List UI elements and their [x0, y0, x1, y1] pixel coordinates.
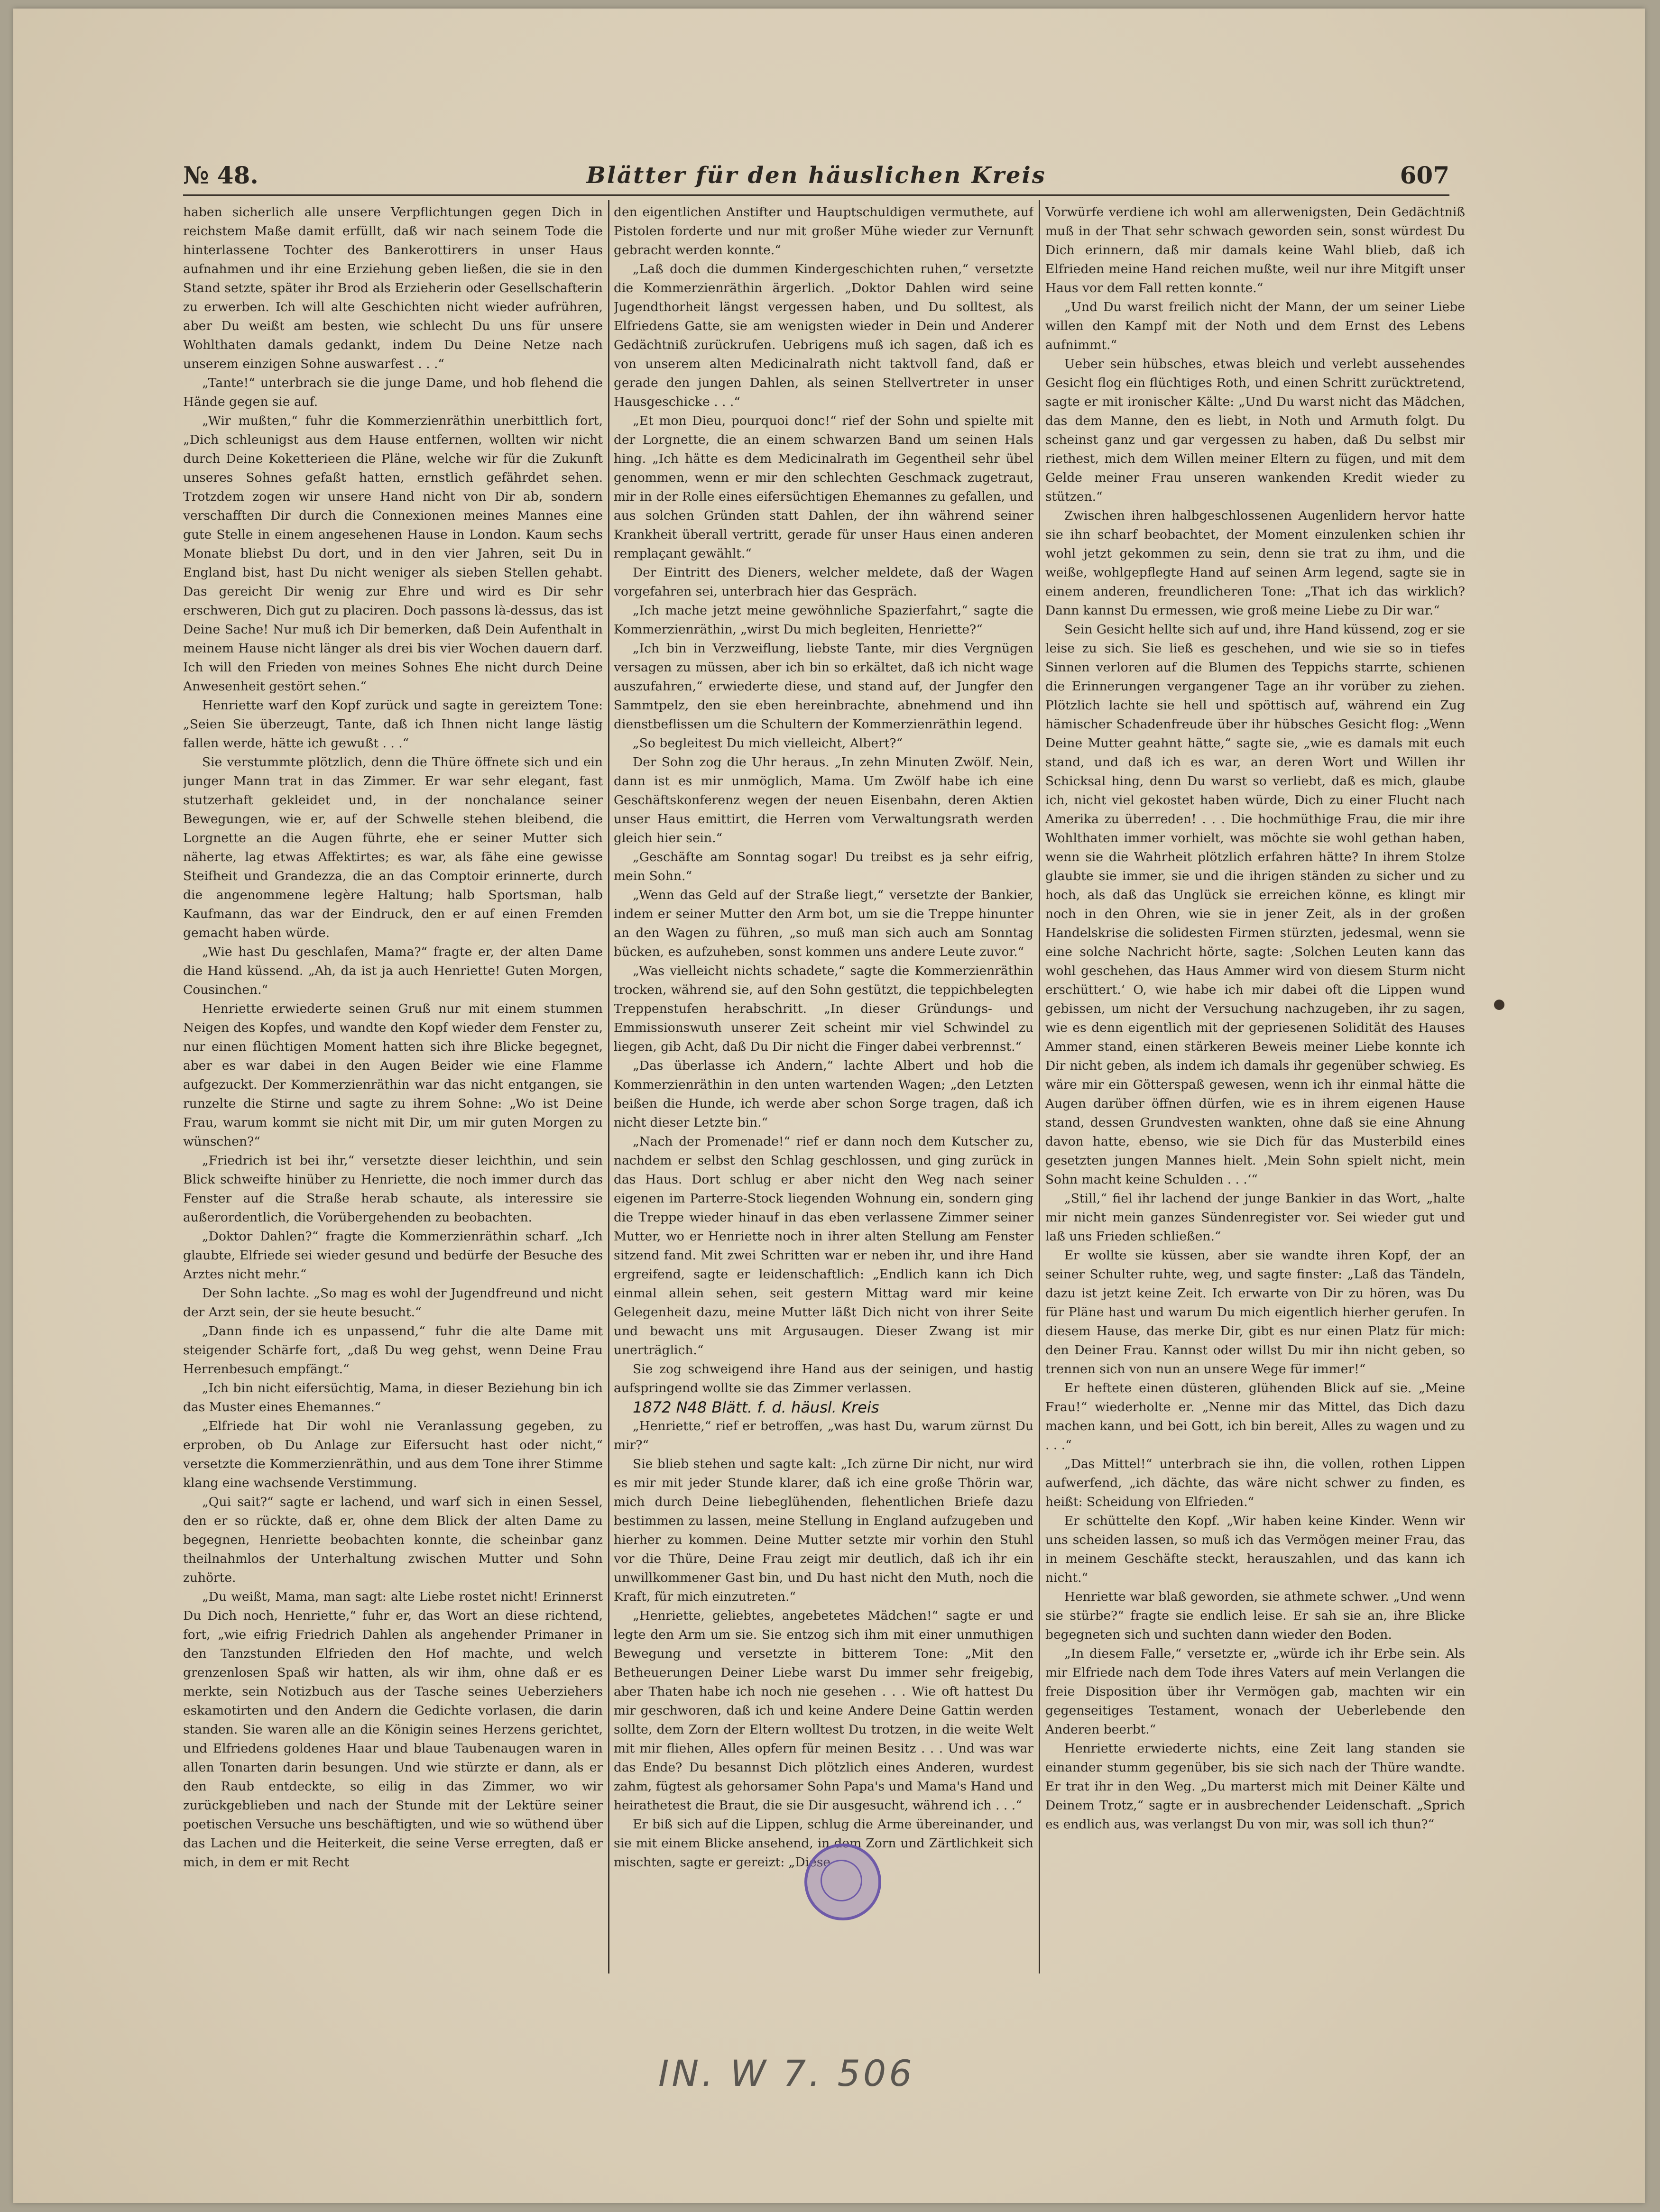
paragraph: Ueber sein hübsches, etwas bleich und verlebt aussehendes Gesicht flog ein flüchtiges Roth, und einen Schritt zurücktretend, sagte er mit ironischer Kälte: „Und Du warst nicht das Mädchen, das dem Manne, den es liebt, in Noth und Armuth folgt. Du scheinst ganz und gar vergessen zu haben, daß Du selbst mir riethest, mich dem Willen meiner Eltern zu fügen, und mit dem Gelde meiner Frau unseren wankenden Kredit wieder zu stützen.“: [1045, 357, 1465, 504]
paragraph: „Nach der Promenade!“ rief er dann noch dem Kutscher zu, nachdem er selbst den Schlag geschlossen, und ging zurück in das Haus. Dort schlug er aber nicht den Weg nach seiner eigenen im Parterre-Stock liegenden Wohnung ein, sondern ging die Treppe wieder hinauf in das eben verlassene Zimmer seiner Mutter, wo er Henriette noch in ihrer alten Stellung am Fenster sitzend fand. Mit zwei Schritten war er neben ihr, und ihre Hand ergreifend, sagte er leidenschaftlich: „Endlich kann ich Dich einmal allein sehen, seit gestern Mittag ward mir keine Gelegenheit dazu, meine Mutter läßt Dich nicht von ihrer Seite und bewacht uns mit Argusaugen. Dieser Zwang ist mir unerträglich.“: [614, 1134, 1033, 1358]
paragraph: „Henriette,“ rief er betroffen, „was hast Du, warum zürnst Du mir?“: [614, 1419, 1033, 1452]
paragraph: „Still,“ fiel ihr lachend der junge Bankier in das Wort, „halte mir nicht mein ganzes Sündenregister vor. Sei wieder gut und laß uns Frieden schließen.“: [1045, 1191, 1465, 1244]
paragraph: Sein Gesicht hellte sich auf und, ihre Hand küssend, zog er sie leise zu sich. Sie ließ es geschehen, und wie sie so in tiefes Sinnen verloren auf die Blumen des Teppichs starrte, schienen die Erinnerungen vergangener Tage an ihr vorüber zu ziehen. Plötzlich lachte sie hell und spöttisch auf, während ein Zug hämischer Schadenfreude über ihr hübsches Gesicht flog: „Wenn Deine Mutter geahnt hätte,“ sagte sie, „wie es damals mit euch stand, und daß ich es war, an deren Wort und Willen ihr Schicksal hing, denn Du warst so verliebt, daß es mich, glaube ich, nicht viel gekostet haben würde, Dich zu einer Flucht nach Amerika zu überreden! . . . Die hochmüthige Frau, die mir ihre Wohlthaten immer vorhielt, was möchte sie wohl gethan haben, wenn sie die Wahrheit plötzlich erfahren hätte? In ihrem Stolze glaubte sie immer, sie und die ihrigen ständen zu sicher und zu hoch, als daß das Unglück sie erreichen könne, es klingt mir noch in den Ohren, wie sie in jener Zeit, als in der großen Handelskrise die solidesten Firmen stürzten, jedesmal, wenn sie eine solche Nachricht hörte, sagte: ‚Solchen Leuten kann das wohl geschehen, das Haus Ammer wird von diesem Sturm nicht erschüttert.‘ O, wie habe ich mir dabei oft die Lippen wund gebissen, um nicht der Versuchung nachzugeben, ihr zu sagen, wie es denn eigentlich mit der gepriesenen Solidität des Hauses Ammer stand, einen stärkeren Beweis meiner Liebe konnte ich Dir nicht geben, als indem ich damals ihr gegenüber schwieg. Es wäre mir ein Götterspaß gewesen, wenn ich ihr einmal hätte die Augen darüber öffnen dürfen, wie es in ihrem eigenen Hause stand, dessen Grundvesten wankten, ohne daß sie eine Ahnung davon hatte, ebenso, wie sie Dich für das Musterbild eines gesetzten jungen Mannes hielt. ‚Mein Sohn spielt nicht, mein Sohn macht keine Schulden . . .‘“: [1045, 622, 1465, 1187]
paragraph: „Henriette, geliebtes, angebetetes Mädchen!“ sagte er und legte den Arm um sie. Sie entzog sich ihm mit einer unmuthigen Bewegung und versetzte in bitterem Tone: „Mit den Betheuerungen Deiner Liebe warst Du immer sehr freigebig, aber Thaten habe ich noch nie gesehen . . . Wie oft hattest Du mir geschworen, daß ich und keine Andere Deine Gattin werden sollte, dem Zorn der Eltern wolltest Du trotzen, in die weite Welt mit mir fliehen, Alles opfern für meinen Besitz . . . Und was war das Ende? Du besannst Dich plötzlich eines Anderen, wurdest zahm, fügtest als gehorsamer Sohn Papa's und Mama's Hand und heirathetest die Braut, die sie Dir ausgesucht, während ich . . .“: [614, 1608, 1033, 1813]
paragraph: „Das überlasse ich Andern,“ lachte Albert und hob die Kommerzienräthin in den unten wartenden Wagen; „den Letzten beißen die Hunde, ich werde aber schon Sorge tragen, daß ich nicht dieser Letzte bin.“: [614, 1058, 1033, 1130]
paragraph: „Ich bin nicht eifersüchtig, Mama, in dieser Beziehung bin ich das Muster eines Ehemannes.“: [183, 1381, 603, 1414]
paragraph: „Ich bin in Verzweiflung, liebste Tante, mir dies Vergnügen versagen zu müssen, aber ich bin so erkältet, daß ich nicht wage auszufahren,“ erwiederte diese, und stand auf, der Jungfer den Sammtpelz, den sie eben hereinbrachte, abnehmend und ihn dienstbeflissen um die Schultern der Kommerzienräthin legend.: [614, 641, 1033, 732]
page-header: [183, 161, 1449, 190]
paragraph: Sie blieb stehen und sagte kalt: „Ich zürne Dir nicht, nur wird es mir mit jeder Stunde klarer, daß ich eine große Thörin war, mich durch Deine liebeglühenden, flehentlichen Briefe dazu bestimmen zu lassen, meine Stellung in England aufzugeben und hierher zu kommen. Deine Mutter setzte mir vorhin den Stuhl vor die Thüre, Deine Frau zeigt mir deutlich, daß ich ihr ein unwillkommener Gast bin, und Du hast nicht den Muth, noch die Kraft, für mich einzutreten.“: [614, 1457, 1033, 1604]
paragraph: „Und Du warst freilich nicht der Mann, der um seiner Liebe willen den Kampf mit der Noth und dem Ernst des Lebens aufnimmt.“: [1045, 300, 1465, 352]
paragraph: „Et mon Dieu, pourquoi donc!“ rief der Sohn und spielte mit der Lorgnette, die an einem schwarzen Band um seinen Hals hing. „Ich hätte es dem Medicinalrath im Gegentheil sehr übel genommen, wenn er mir den schlechten Geschmack zugetraut, mir in der Rolle eines eifersüchtigen Ehemannes zu gefallen, und aus solchen Gründen statt Dahlen, der ihn während seiner Krankheit überall vertritt, gerade für unser Haus einen anderen remplaçant gewählt.“: [614, 413, 1033, 561]
paragraph: „Dann finde ich es unpassend,“ fuhr die alte Dame mit steigender Schärfe fort, „daß Du weg gehst, wenn Deine Frau Herrenbesuch empfängt.“: [183, 1324, 603, 1377]
ink-spot: [1494, 1000, 1504, 1010]
paragraph: „So begleitest Du mich vielleicht, Albert?“: [633, 736, 903, 751]
paragraph: „Qui sait?“ sagte er lachend, und warf sich in einen Sessel, den er so rückte, daß er, ohne dem Blick der alten Dame zu begegnen, Henriette beobachten konnte, die scheinbar ganz theilnahmlos der Unterhaltung zwischen Mutter und Sohn zuhörte.: [183, 1495, 603, 1585]
paragraph: „Was vielleicht nichts schadete,“ sagte die Kommerzienräthin trocken, während sie, auf den Sohn gestützt, die teppichbelegten Treppenstufen herabschritt. „In dieser Gründungs- und Emmissionswuth unserer Zeit scheint mir viel Schwindel zu liegen, gib Acht, daß Du Dir nicht die Finger dabei verbrennst.“: [614, 964, 1033, 1054]
paragraph: „Das Mittel!“ unterbrach sie ihn, die vollen, rothen Lippen aufwerfend, „ich dächte, das wäre nicht schwer zu finden, es heißt: Scheidung von Elfrieden.“: [1045, 1457, 1465, 1509]
paragraph: Er biß sich auf die Lippen, schlug die Arme übereinander, und sie mit einem Blicke ansehend, in dem Zorn und Zärtlichkeit sich mischten, sagte er gereizt: „Diese: [614, 1817, 1033, 1870]
handwritten-note: 1872 N48 Blätt. f. d. häusl. Kreis: [633, 1398, 879, 1416]
paragraph: „Friedrich ist bei ihr,“ versetzte dieser leichthin, und sein Blick schweifte hinüber zu Henriette, die noch immer durch das Fenster auf die Straße herab schaute, als interessire sie außerordentlich, die Vorübergehenden zu beobachten.: [183, 1153, 603, 1225]
paragraph: Henriette warf den Kopf zurück und sagte in gereiztem Tone: „Seien Sie überzeugt, Tante, daß ich Ihnen nicht lange lästig fallen werde, hätte ich gewußt . . .“: [183, 698, 603, 751]
shelfmark-annotation: IN. W 7. 506: [658, 2052, 915, 2094]
column-divider: [608, 200, 609, 1973]
paragraph: Henriette erwiederte seinen Gruß nur mit einem stummen Neigen des Kopfes, und wandte den Kopf wieder dem Fenster zu, nur einen flüchtigen Moment hatten sich ihre Blicke begegnet, aber es war dabei in den Augen Beider wie eine Flamme aufgezuckt. Der Kommerzienräthin war das nicht entgangen, sie runzelte die Stirne und sagte zu ihrem Sohne: „Wo ist Deine Frau, warum kommt sie nicht mit Dir, um mir guten Morgen zu wünschen?“: [183, 1001, 603, 1149]
paragraph: „In diesem Falle,“ versetzte er, „würde ich ihr Erbe sein. Als mir Elfriede nach dem Tode ihres Vaters auf mein Verlangen die freie Disposition über ihr Vermögen gab, machten wir ein gegenseitiges Testament, wonach der Ueberlebende den Anderen beerbt.“: [1045, 1646, 1465, 1737]
header-rule: [183, 194, 1449, 196]
paragraph: Er wollte sie küssen, aber sie wandte ihren Kopf, der an seiner Schulter ruhte, weg, und sagte finster: „Laß das Tändeln, dazu ist jetzt keine Zeit. Ich erwarte von Dir zu hören, was Du für Pläne hast und warum Du mich eigentlich hierher gerufen. In diesem Hause, das merke Dir, gibt es nur einen Platz für mich: den Deiner Frau. Kannst oder willst Du mir ihn nicht geben, so trennen sich von nun an unsere Wege für immer!“: [1045, 1248, 1465, 1377]
library-stamp: [804, 1844, 881, 1920]
paragraph: „Elfriede hat Dir wohl nie Veranlassung gegeben, zu erproben, ob Du Anlage zur Eifersucht hast oder nicht,“ versetzte die Kommerzienräthin, und aus dem Tone ihrer Stimme klang eine wachsende Verstimmung.: [183, 1419, 603, 1490]
newspaper-page: [13, 9, 1645, 2203]
paragraph: den eigentlichen Anstifter und Hauptschuldigen vermuthete, auf Pistolen forderte und nur mit großer Mühe wieder zur Vernunft gebracht werden konnte.“: [614, 205, 1033, 257]
text-column-3: [1045, 203, 1465, 1981]
paragraph: haben sicherlich alle unsere Verpflichtungen gegen Dich in reichstem Maße damit erfüllt, daß wir nach seinem Tode die hinterlassene Tochter des Bankerottirers in unser Haus aufnahmen und ihr eine Erziehung geben ließen, die sie in den Stand setzte, später ihr Brod als Erzieherin oder Gesellschafterin zu erwerben. Ich will alte Geschichten nicht wieder aufrühren, aber Du weißt am besten, wie schlecht Du uns für unsere Wohlthaten damals gedankt, indem Du Deine Netze nach unserem einzigen Sohne auswarfest . . .“: [183, 205, 603, 371]
paragraph: „Wie hast Du geschlafen, Mama?“ fragte er, der alten Dame die Hand küssend. „Ah, da ist ja auch Henriette! Guten Morgen, Cousinchen.“: [183, 945, 603, 997]
text-column-2: [614, 203, 1033, 1981]
issue-number: № 48.: [183, 161, 258, 189]
text-column-1: [183, 203, 603, 1981]
paragraph: „Wenn das Geld auf der Straße liegt,“ versetzte der Bankier, indem er seiner Mutter den Arm bot, um sie die Treppe hinunter an den Wagen zu führen, „so muß man sich auch am Sonntag bücken, es aufzuheben, sonst kommen uns andere Leute zuvor.“: [614, 888, 1033, 959]
paragraph: „Wir mußten,“ fuhr die Kommerzienräthin unerbittlich fort, „Dich schleunigst aus dem Hause entfernen, wollten wir nicht durch Deine Koketterieen die Pläne, welche wir für die Zukunft unseres Sohnes gefaßt hatten, ernstlich gefährdet sehen. Trotzdem zogen wir unsere Hand nicht von Dir ab, sondern verschafften Dir durch die Connexionen meines Mannes eine gute Stelle in einem angesehenen Hause in London. Kaum sechs Monate bliebst Du dort, und in den vier Jahren, seit Du in England bist, hast Du nicht weniger als sieben Stellen gehabt. Das gereicht Dir wenig zur Ehre und wird es Dir sehr erschweren, Dich gut zu placiren. Doch passons là-dessus, das ist Deine Sache! Nur muß ich Dir bemerken, daß Dein Aufenthalt in meinem Hause nicht länger als drei bis vier Wochen dauern darf. Ich will den Frieden von meines Sohnes Ehe nicht durch Deine Anwesenheit gestört sehen.“: [183, 413, 603, 694]
paragraph: Sie zog schweigend ihre Hand aus der seinigen, und hastig aufspringend wollte sie das Zimmer verlassen.: [614, 1362, 1033, 1395]
paragraph: Der Sohn zog die Uhr heraus. „In zehn Minuten Zwölf. Nein, dann ist es mir unmöglich, Mama. Um Zwölf habe ich eine Geschäftskonferenz wegen der neuen Eisenbahn, deren Aktien unser Haus emittirt, die Herren vom Verwaltungsrath werden gleich hier sein.“: [614, 755, 1033, 845]
paragraph: „Doktor Dahlen?“ fragte die Kommerzienräthin scharf. „Ich glaubte, Elfriede sei wieder gesund und bedürfe der Besuche des Arztes nicht mehr.“: [183, 1229, 603, 1282]
paragraph: Der Eintritt des Dieners, welcher meldete, daß der Wagen vorgefahren sei, unterbrach hier das Gespräch.: [614, 565, 1033, 599]
paragraph: „Laß doch die dummen Kindergeschichten ruhen,“ versetzte die Kommerzienräthin ärgerlich. „Doktor Dahlen wird seine Jugendthorheit längst vergessen haben, und Du solltest, als Elfriedens Gatte, sie am wenigsten wieder in Dein und Anderer Gedächtniß zurückrufen. Uebrigens muß ich sagen, daß ich es von unserem alten Medicinalrath nicht taktvoll fand, daß er gerade den jungen Dahlen, als seinen Stellvertreter in unser Hausgeschicke . . .“: [614, 262, 1033, 409]
column-divider: [1039, 200, 1040, 1973]
paragraph: „Tante!“ unterbrach sie die junge Dame, und hob flehend die Hände gegen sie auf.: [183, 376, 603, 409]
paragraph: Er schüttelte den Kopf. „Wir haben keine Kinder. Wenn wir uns scheiden lassen, so muß ich das Vermögen meiner Frau, das in meinem Geschäfte steckt, herauszahlen, und das kann ich nicht.“: [1045, 1514, 1465, 1585]
periodical-title: Blätter für den häuslichen Kreis: [586, 162, 1046, 189]
paragraph: Der Sohn lachte. „So mag es wohl der Jugendfreund und nicht der Arzt sein, der sie heute besucht.“: [183, 1286, 603, 1320]
paragraph: Er heftete einen düsteren, glühenden Blick auf sie. „Meine Frau!“ wiederholte er. „Nenne mir das Mittel, das Dich dazu machen kann, und bei Gott, ich bin bereit, Alles zu wagen und zu . . .“: [1045, 1381, 1465, 1452]
paragraph: Henriette war blaß geworden, sie athmete schwer. „Und wenn sie stürbe?“ fragte sie endlich leise. Er sah sie an, ihre Blicke begegneten sich und suchten dann wieder den Boden.: [1045, 1589, 1465, 1642]
paragraph: „Geschäfte am Sonntag sogar! Du treibst es ja sehr eifrig, mein Sohn.“: [614, 850, 1033, 883]
paragraph: Zwischen ihren halbgeschlossenen Augenlidern hervor hatte sie ihn scharf beobachtet, der Moment einzulenken schien ihr wohl jetzt gekommen zu sein, denn sie trat zu ihm, und die weiße, wohlgepflegte Hand auf seinen Arm legend, sagte sie in einem anderen, freundlicheren Tone: „That ich das wirklich? Dann kannst Du ermessen, wie groß meine Liebe zu Dir war.“: [1045, 508, 1465, 618]
page-number: 607: [1400, 161, 1449, 189]
paragraph: „Du weißt, Mama, man sagt: alte Liebe rostet nicht! Erinnerst Du Dich noch, Henriette,“ fuhr er, das Wort an diese richtend, fort, „wie eifrig Friedrich Dahlen als angehender Primaner in den Tanzstunden Elfrieden den Hof machte, und welch grenzenlosen Spaß wir hatten, als wir ihm, ohne daß er es merkte, sein Notizbuch aus der Tasche seines Ueberziehers eskamotirten und den Andern die Gedichte vorlasen, die darin standen. Sie waren alle an die Königin seines Herzens gerichtet, und Elfriedens goldenes Haar und blaue Taubenaugen waren in allen Tonarten darin besungen. Und wie stürzte er dann, als er den Raub entdeckte, so eilig in das Zimmer, wo wir zurückgeblieben und nach der Stunde mit der Lektüre seiner poetischen Versuche uns beschäftigten, und wie so wüthend über das Lachen und die Heiterkeit, die seine Verse erregten, daß er mich, in dem er mit Recht: [183, 1589, 603, 1870]
paragraph: Sie verstummte plötzlich, denn die Thüre öffnete sich und ein junger Mann trat in das Zimmer. Er war sehr elegant, fast stutzerhaft gekleidet und, in der nonchalance seiner Bewegungen, wie er, auf der Schwelle stehen bleibend, die Lorgnette an die Augen führte, ehe er seiner Mutter sich näherte, lag etwas Affektirtes; es war, als fähe eine gewisse Steifheit und Grandezza, die an das Comptoir erinnerte, durch die angenommene legère Haltung; halb Sportsman, halb Kaufmann, das war der Eindruck, den er auf einen Fremden gemacht haben würde.: [183, 755, 603, 940]
paragraph: Vorwürfe verdiene ich wohl am allerwenigsten, Dein Gedächtniß muß in der That sehr schwach geworden sein, sonst würdest Du Dich erinnern, daß mir damals keine Wahl blieb, daß ich Elfrieden meine Hand reichen mußte, weil nur ihre Mitgift unser Haus vor dem Fall retten konnte.“: [1045, 205, 1465, 295]
paragraph: Henriette erwiederte nichts, eine Zeit lang standen sie einander stumm gegenüber, bis sie sich nach der Thüre wandte. Er trat ihr in den Weg. „Du marterst mich mit Deiner Kälte und Deinem Trotz,“ sagte er in ausbrechender Leidenschaft. „Sprich es endlich aus, was verlangst Du von mir, was soll ich thun?“: [1045, 1741, 1465, 1832]
paragraph: „Ich mache jetzt meine gewöhnliche Spazierfahrt,“ sagte die Kommerzienräthin, „wirst Du mich begleiten, Henriette?“: [614, 603, 1033, 637]
